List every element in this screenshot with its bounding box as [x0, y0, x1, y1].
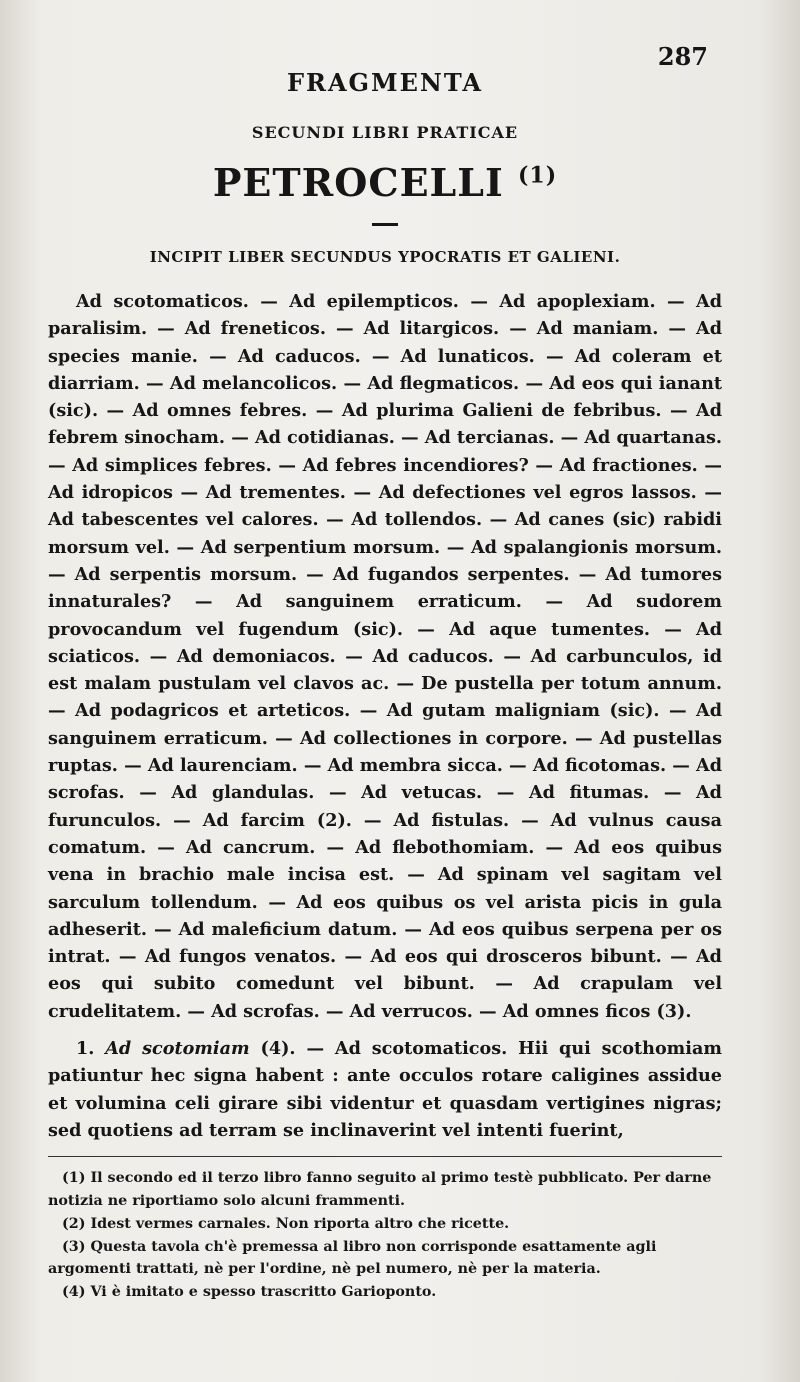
table-of-contents-paragraph: Ad scotomaticos. — Ad epilempticos. — Ad apoplexiam. — Ad paralisim. — Ad freneticos. — Ad litargicos. — Ad maniam. — Ad species manie. — Ad caducos. — Ad lunaticos. — Ad coleram et diarriam. — Ad melancolicos. — Ad flegmaticos. — Ad eos qui ianant (sic). — Ad omnes febres. — Ad plurima Galieni de febribus. — Ad febrem sinocham. — Ad cotidianas. — Ad tercianas. — Ad quartanas. — Ad simplices febres. — Ad febres incendiores? — Ad fractiones. — Ad idropicos — Ad trementes. — Ad defectiones vel egros lassos. — Ad tabescentes vel calores. — Ad tollendos. — Ad canes (sic) rabidi morsum vel. — Ad serpentium morsum. — Ad spalangionis morsum. — Ad serpentis morsum. — Ad fugandos serpentes. — Ad tumores innaturales? — Ad sanguinem erraticum. — Ad sudorem provocandum vel fugendum (sic). — Ad aque tumentes. — Ad sciaticos. — Ad demoniacos. — Ad caducos. — Ad carbunculos, id est malam pustulam vel clavos ac. — De pustella per totum annum. — Ad podagricos et arteticos. — Ad gutam maligniam (sic). — Ad sanguinem erraticum. — Ad collectiones in corpore. — Ad pustellas ruptas. — Ad laurenciam. — Ad membra sicca. — Ad ficotomas. — Ad scrofas. — Ad glandulas. — Ad vetucas. — Ad fitumas. — Ad furunculos. — Ad farcim (2). — Ad fistulas. — Ad vulnus causa comatum. — Ad cancrum. — Ad flebothomiam. — Ad eos quibus vena in brachio male incisa est. — Ad spinam vel sagitam vel sarculum tollendum. — Ad eos quibus os vel arista picis in gula adheserit. — Ad maleficium datum. — Ad eos quibus serpena per os intrat. — Ad fungos venatos. — Ad eos qui drosceros bibunt. — Ad eos qui subito comedunt vel bibunt. — Ad crapulam vel crudelitatem. — Ad scrofas. — Ad verrucos. — Ad omnes ficos (3). — [48, 291, 722, 1022]
footnote-2: (2) Idest vermes carnales. Non riporta altro che ricette. — [62, 1215, 510, 1232]
page-header — [48, 68, 722, 266]
section-title: Ad scotomiam — [105, 1038, 250, 1060]
section-1-paragraph — [48, 1035, 722, 1144]
fragment-subtitle: SECUNDI LIBRI PRATICAE — [251, 123, 519, 142]
footnote-3: (3) Questa tavola ch'è premessa al libro non corrisponde esattamente agli argomenti trattati, nè per l'ordine, nè pel numero, nè per la materia. — [48, 1238, 657, 1278]
footnote-4: (4) Vi è imitato e spesso trascritto Garioponto. — [62, 1284, 437, 1301]
footnote-divider — [48, 1156, 722, 1157]
author-name: PETROCELLI — [212, 160, 504, 205]
section-text: — Ad scotomaticos. Hii qui scothomiam patiuntur hec signa habent : ante occulos rotare caligines assidue et volumina celi girare sibi videntur et quasdam vertigines nigras; sed quotiens ad terram se inclinaverint vel intenti fuerint, — [48, 1038, 722, 1141]
author-heading — [48, 160, 722, 205]
fragment-title: FRAGMENTA — [286, 68, 484, 97]
section-note-mark: (4). — [260, 1038, 296, 1060]
incipit-line: INCIPIT LIBER SECUNDUS YPOCRATIS ET GALIENI. — [149, 248, 621, 266]
page-number: 287 — [657, 42, 708, 71]
heading-rule — [372, 223, 398, 226]
main-text — [48, 288, 722, 1144]
footnotes — [48, 1167, 722, 1304]
section-number: 1. — [76, 1038, 95, 1060]
author-note-mark: (1) — [518, 162, 558, 189]
footnote-1: (1) Il secondo ed il terzo libro fanno seguito al primo testè pubblicato. Per darne notizia ne riportiamo solo alcuni frammenti. — [48, 1170, 712, 1209]
